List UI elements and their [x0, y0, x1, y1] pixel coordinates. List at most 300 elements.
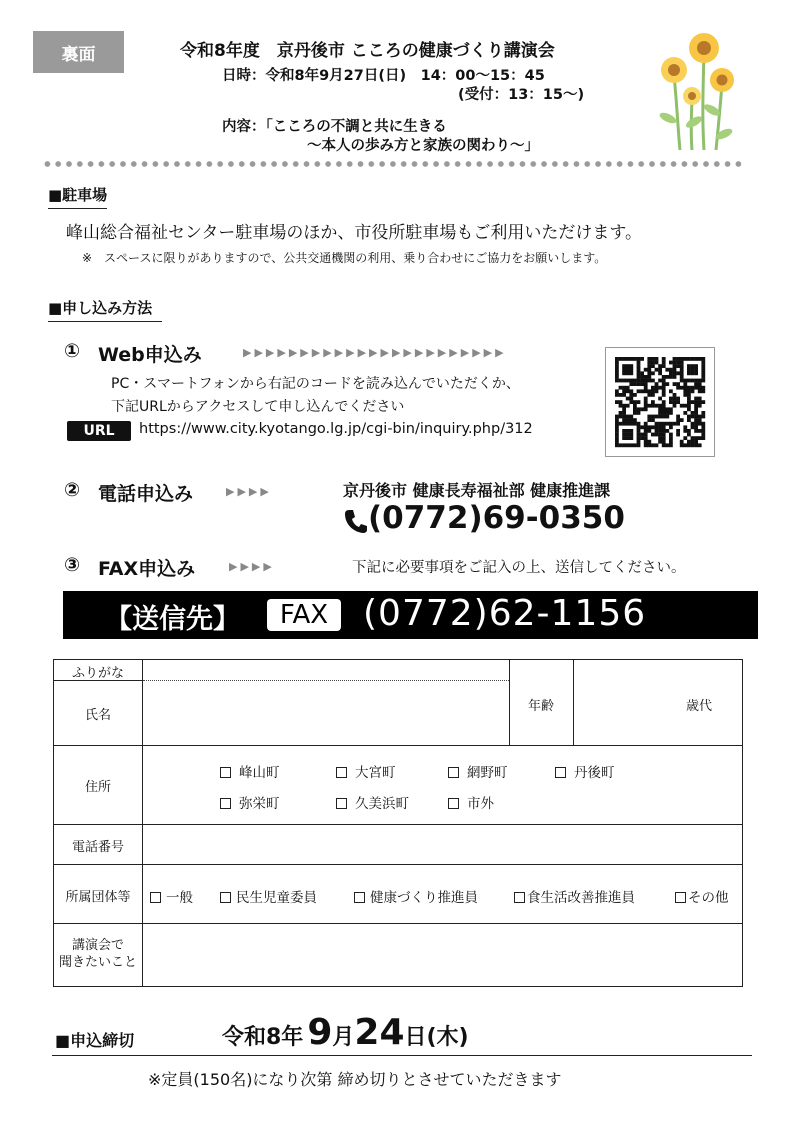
qr-module [687, 400, 691, 404]
qr-module [655, 382, 659, 386]
qr-module [662, 361, 666, 365]
qr-module [694, 400, 698, 404]
qr-module [658, 425, 662, 429]
qr-module [655, 386, 659, 390]
side-badge: 裏面 [33, 31, 124, 73]
qr-module [669, 400, 673, 404]
qr-module [694, 422, 698, 426]
qr-module [615, 422, 619, 426]
qr-module [687, 386, 691, 390]
qr-module [651, 364, 655, 368]
qr-module [691, 389, 695, 393]
qr-module [637, 375, 641, 379]
qr-module [622, 418, 626, 422]
qr-module [644, 422, 648, 426]
qr-module [651, 404, 655, 408]
qr-module [637, 382, 641, 386]
qr-module [673, 400, 677, 404]
qr-module [629, 371, 633, 375]
qr-module [644, 389, 648, 393]
question-field[interactable] [143, 924, 741, 986]
qr-module [647, 404, 651, 408]
qr-module [669, 411, 673, 415]
qr-module [687, 415, 691, 419]
qr-module [698, 400, 702, 404]
qr-module [701, 357, 705, 361]
qr-module [658, 379, 662, 383]
qr-module [665, 415, 669, 419]
qr-module [615, 393, 619, 397]
qr-module [644, 425, 648, 429]
qr-module [673, 357, 677, 361]
qr-module [691, 440, 695, 444]
qr-module [665, 411, 669, 415]
qr-module [665, 422, 669, 426]
group-option[interactable]: 健康づくり推進員 [354, 886, 478, 906]
qr-module [669, 361, 673, 365]
qr-code[interactable] [605, 347, 715, 457]
qr-module [637, 379, 641, 383]
address-option[interactable]: 大宮町 [336, 761, 396, 781]
qr-module [633, 382, 637, 386]
phone-icon [343, 508, 367, 534]
phone-field-label: 電話番号 [71, 840, 124, 855]
qr-module [676, 397, 680, 401]
deadline-day: 24 [354, 1012, 405, 1053]
deadline-date [222, 1012, 469, 1053]
qr-module [626, 415, 630, 419]
qr-module [669, 368, 673, 372]
qr-module [651, 443, 655, 447]
qr-module [647, 418, 651, 422]
group-option[interactable]: 民生児童委員 [220, 886, 317, 906]
qr-module [644, 440, 648, 444]
qr-module [662, 443, 666, 447]
qr-module [698, 422, 702, 426]
qr-module [676, 382, 680, 386]
address-option[interactable]: 峰山町 [220, 761, 280, 781]
qr-module [615, 375, 619, 379]
address-label: 住所 [84, 780, 111, 795]
qr-module [676, 371, 680, 375]
qr-module [687, 440, 691, 444]
qr-module [662, 379, 666, 383]
qr-module [647, 364, 651, 368]
address-option[interactable]: 丹後町 [555, 761, 615, 781]
qr-module [669, 407, 673, 411]
deadline-note: ※定員(150名)になり次第 締め切りとさせていただきます [148, 1070, 562, 1089]
qr-module [701, 411, 705, 415]
deadline-month: 9 [307, 1012, 333, 1053]
checkbox-icon [220, 892, 231, 903]
qr-module [687, 357, 691, 361]
fax-desc: 下記に必要事項をご記入の上、送信してください。 [352, 560, 686, 576]
qr-module [669, 422, 673, 426]
qr-module [669, 436, 673, 440]
qr-module [626, 379, 630, 383]
qr-module [626, 418, 630, 422]
qr-module [687, 364, 691, 368]
qr-module [673, 382, 677, 386]
qr-module [701, 433, 705, 437]
qr-module [615, 415, 619, 419]
qr-module [687, 393, 691, 397]
qr-module [673, 361, 677, 365]
qr-module [691, 357, 695, 361]
qr-module [633, 400, 637, 404]
qr-module [647, 371, 651, 375]
qr-module [683, 393, 687, 397]
qr-module [680, 357, 684, 361]
qr-module [637, 422, 641, 426]
qr-module [629, 415, 633, 419]
qr-module [629, 379, 633, 383]
qr-module [698, 404, 702, 408]
qr-module [687, 407, 691, 411]
qr-module [637, 407, 641, 411]
qr-module [694, 379, 698, 383]
qr-module [687, 404, 691, 408]
qr-module [640, 382, 644, 386]
fax-number-step: ③ [64, 554, 81, 576]
checkbox-icon [336, 798, 347, 809]
qr-module [662, 375, 666, 379]
qr-module [701, 375, 705, 379]
qr-module [662, 393, 666, 397]
qr-module [694, 407, 698, 411]
qr-module [683, 382, 687, 386]
qr-module [615, 400, 619, 404]
qr-module [615, 357, 619, 361]
group-option[interactable]: 一般 [150, 886, 193, 906]
qr-module [691, 371, 695, 375]
qr-module [637, 440, 641, 444]
qr-module [669, 425, 673, 429]
event-title: 令和8年度 京丹後市 こころの健康づくり講演会 [180, 41, 555, 61]
qr-module [619, 379, 623, 383]
qr-module [633, 422, 637, 426]
qr-module [647, 425, 651, 429]
qr-module [669, 371, 673, 375]
qr-module [626, 368, 630, 372]
qr-module [687, 389, 691, 393]
fax-number[interactable]: (0772)62-1156 [363, 593, 647, 634]
question-label: 講演会で 聞きたいこと [58, 938, 137, 970]
qr-module [629, 393, 633, 397]
qr-module [655, 361, 659, 365]
qr-module [629, 397, 633, 401]
qr-module [701, 422, 705, 426]
qr-module [658, 440, 662, 444]
qr-module [644, 433, 648, 437]
qr-module [680, 361, 684, 365]
qr-module [647, 361, 651, 365]
qr-module [662, 389, 666, 393]
web-label: Web申込み [98, 344, 202, 366]
qr-module [662, 436, 666, 440]
qr-module [640, 379, 644, 383]
qr-module [662, 382, 666, 386]
qr-module [662, 422, 666, 426]
web-url-link[interactable]: https://www.city.kyotango.lg.jp/cgi-bin/inquiry.php/312 [139, 421, 533, 437]
qr-module [658, 368, 662, 372]
qr-module [662, 404, 666, 408]
qr-module [658, 386, 662, 390]
qr-module [680, 375, 684, 379]
qr-module [629, 364, 633, 368]
checkbox-icon [514, 892, 525, 903]
qr-module [637, 389, 641, 393]
qr-module [680, 379, 684, 383]
qr-module [687, 371, 691, 375]
qr-module [694, 429, 698, 433]
qr-module [662, 364, 666, 368]
qr-module [637, 436, 641, 440]
qr-module [694, 425, 698, 429]
application-form [53, 659, 743, 987]
qr-module [633, 393, 637, 397]
qr-module [647, 429, 651, 433]
qr-module [701, 400, 705, 404]
qr-module [622, 429, 626, 433]
qr-module [651, 386, 655, 390]
event-datetime: 日時：令和8年9月27日(日) 14：00～15：45 [222, 68, 545, 84]
qr-module [655, 429, 659, 433]
age-field[interactable] [574, 660, 674, 745]
qr-module [658, 411, 662, 415]
qr-module [644, 397, 648, 401]
qr-module [683, 443, 687, 447]
qr-module [640, 375, 644, 379]
qr-module [662, 440, 666, 444]
qr-module [698, 357, 702, 361]
qr-module [676, 386, 680, 390]
qr-module [665, 375, 669, 379]
checkbox-icon [448, 798, 459, 809]
deadline-month-unit: 月 [332, 1025, 355, 1050]
qr-module [662, 411, 666, 415]
qr-module [655, 357, 659, 361]
qr-module [622, 364, 626, 368]
qr-module [658, 422, 662, 426]
qr-module [644, 386, 648, 390]
age-unit: 歳代 [685, 699, 712, 714]
qr-module [655, 425, 659, 429]
qr-module [673, 364, 677, 368]
qr-module [662, 386, 666, 390]
qr-module [622, 393, 626, 397]
qr-module [622, 411, 626, 415]
qr-module [680, 368, 684, 372]
qr-module [647, 368, 651, 372]
qr-module [662, 400, 666, 404]
qr-module [680, 371, 684, 375]
qr-module [651, 361, 655, 365]
qr-module [658, 407, 662, 411]
web-arrows: ▶▶▶▶▶▶▶▶▶▶▶▶▶▶▶▶▶▶▶▶▶▶▶ [243, 346, 507, 359]
qr-module [637, 371, 641, 375]
qr-module [676, 418, 680, 422]
qr-module [683, 379, 687, 383]
qr-module [698, 379, 702, 383]
qr-module [701, 425, 705, 429]
qr-module [694, 364, 698, 368]
qr-module [680, 386, 684, 390]
qr-module [676, 364, 680, 368]
event-reception: (受付：13：15～) [458, 87, 585, 103]
qr-module [673, 393, 677, 397]
qr-module [615, 436, 619, 440]
qr-module [644, 400, 648, 404]
qr-module [640, 389, 644, 393]
deadline-era: 令和8年 [222, 1025, 304, 1050]
qr-module [640, 436, 644, 440]
qr-module [662, 425, 666, 429]
group-option[interactable]: その他 [675, 886, 729, 906]
qr-module [651, 418, 655, 422]
qr-module [640, 407, 644, 411]
qr-module [655, 389, 659, 393]
qr-module [669, 440, 673, 444]
fax-label: FAX申込み [98, 558, 196, 580]
qr-module [694, 418, 698, 422]
qr-module [637, 361, 641, 365]
qr-module [637, 433, 641, 437]
qr-module [691, 443, 695, 447]
qr-module [694, 357, 698, 361]
parking-heading: ■駐車場 [48, 184, 107, 209]
qr-module [680, 440, 684, 444]
qr-module [637, 429, 641, 433]
qr-module [658, 364, 662, 368]
qr-module [669, 389, 673, 393]
qr-module [633, 357, 637, 361]
address-option[interactable]: 弥栄町 [220, 792, 280, 812]
qr-module [622, 433, 626, 437]
qr-module [622, 436, 626, 440]
qr-module [629, 433, 633, 437]
qr-module [651, 400, 655, 404]
qr-module [701, 386, 705, 390]
qr-module [694, 368, 698, 372]
sunflower-illustration [648, 30, 738, 152]
phone-tel[interactable]: (0772)69-0350 [368, 500, 625, 536]
checkbox-icon [555, 767, 566, 778]
qr-module [644, 436, 648, 440]
qr-module [644, 429, 648, 433]
qr-module [629, 389, 633, 393]
qr-module [673, 397, 677, 401]
qr-module [698, 382, 702, 386]
qr-module [701, 364, 705, 368]
qr-module [676, 361, 680, 365]
qr-module [694, 382, 698, 386]
qr-module [651, 393, 655, 397]
qr-module [658, 404, 662, 408]
qr-module [622, 422, 626, 426]
qr-module [615, 443, 619, 447]
qr-module [622, 415, 626, 419]
qr-module [647, 440, 651, 444]
checkbox-icon [675, 892, 686, 903]
qr-module [633, 379, 637, 383]
name-label: 氏名 [84, 708, 111, 723]
qr-module [626, 397, 630, 401]
qr-module [665, 382, 669, 386]
qr-module [698, 386, 702, 390]
qr-module [698, 443, 702, 447]
qr-module [626, 357, 630, 361]
event-content-line2: ～本人の歩み方と家族の関わり～」 [307, 138, 539, 154]
qr-module [658, 415, 662, 419]
qr-module [629, 357, 633, 361]
deadline-heading: ■申込締切 [55, 1031, 135, 1050]
qr-module [644, 382, 648, 386]
phone-number-step: ② [64, 479, 81, 501]
checkbox-icon [220, 767, 231, 778]
qr-module [691, 364, 695, 368]
qr-module [683, 386, 687, 390]
qr-module [622, 389, 626, 393]
furigana-label: ふりがな [71, 666, 124, 681]
qr-code-image [606, 348, 714, 456]
qr-module [691, 400, 695, 404]
qr-module [615, 440, 619, 444]
qr-module [647, 389, 651, 393]
address-option[interactable]: 網野町 [448, 761, 508, 781]
qr-module [701, 415, 705, 419]
qr-module [637, 443, 641, 447]
qr-module [687, 379, 691, 383]
qr-module [694, 415, 698, 419]
qr-module [626, 429, 630, 433]
qr-module [615, 361, 619, 365]
qr-module [662, 433, 666, 437]
qr-module [658, 397, 662, 401]
qr-module [655, 422, 659, 426]
qr-module [655, 404, 659, 408]
qr-module [651, 357, 655, 361]
checkbox-icon [220, 798, 231, 809]
qr-module [655, 368, 659, 372]
qr-module [626, 386, 630, 390]
qr-module [701, 379, 705, 383]
qr-module [669, 397, 673, 401]
address-option[interactable]: 久美浜町 [336, 792, 409, 812]
qr-module [644, 443, 648, 447]
qr-module [629, 418, 633, 422]
group-option[interactable]: 食生活改善推進員 [514, 886, 635, 906]
qr-module [680, 443, 684, 447]
qr-module [665, 407, 669, 411]
qr-module [622, 371, 626, 375]
address-option[interactable]: 市外 [448, 792, 494, 812]
group-label: 所属団体等 [65, 890, 131, 905]
qr-module [622, 404, 626, 408]
qr-module [640, 433, 644, 437]
qr-module [651, 425, 655, 429]
qr-module [683, 411, 687, 415]
qr-module [637, 357, 641, 361]
qr-module [647, 443, 651, 447]
qr-module [615, 433, 619, 437]
qr-module [655, 415, 659, 419]
qr-module [644, 404, 648, 408]
qr-module [647, 393, 651, 397]
qr-module [626, 404, 630, 408]
name-field[interactable] [143, 681, 509, 745]
phone-field[interactable] [143, 825, 741, 864]
